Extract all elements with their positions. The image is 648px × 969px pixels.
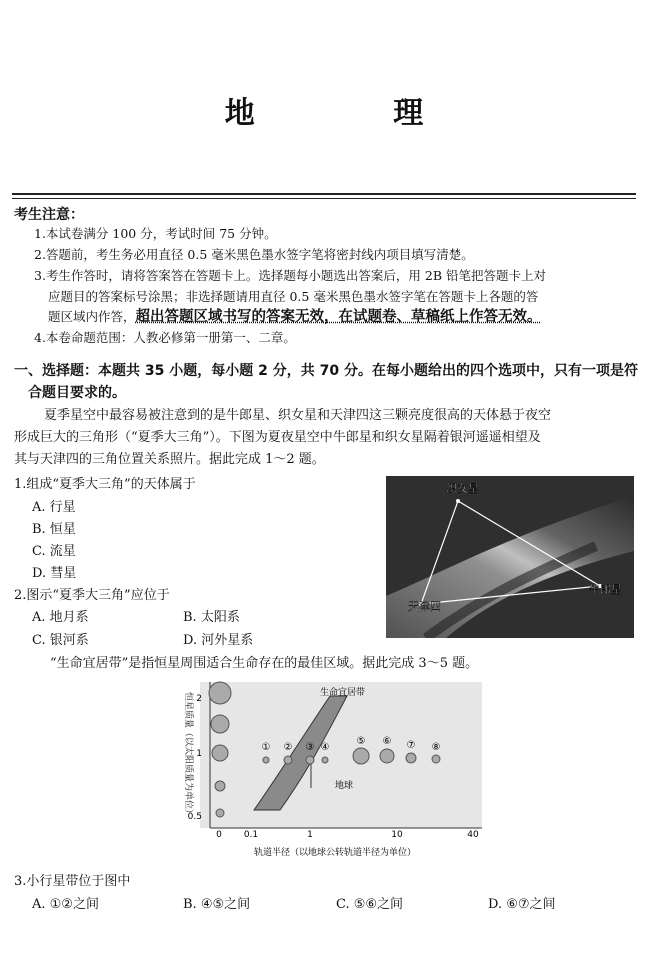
passage-1-line-1: 夏季星空中最容易被注意到的是牛郎星、织女星和天津四这三颗亮度很高的天体悬于夜空: [44, 408, 552, 423]
habitable-zone-figure: [170, 678, 490, 860]
planet-2: [284, 756, 292, 764]
notice-item-3-end: [48, 306, 542, 328]
x-axis-label: 轨道半径（以地球公转轨道半径为单位）: [253, 848, 417, 858]
summer-triangle-photo: [386, 476, 634, 638]
page-title: 地 理: [224, 96, 488, 131]
planet-label-3: ③: [305, 742, 315, 753]
figure-svg: [170, 678, 490, 860]
star-mass-2: [209, 682, 231, 704]
section-line-2: 合题目要求的。: [28, 385, 126, 401]
passage-2: “生命宜居带”是指恒星周围适合生命存在的最佳区域。据此完成 3～5 题。: [50, 656, 479, 671]
q3-option-d: D. ⑥⑦之间: [488, 897, 556, 912]
q2-option-c: C. 银河系: [32, 633, 89, 648]
x-tick-40: 40: [467, 830, 479, 840]
x-tick-0: 0: [216, 830, 222, 840]
planet-1: [263, 757, 269, 763]
photo-svg: [386, 476, 634, 638]
notice-item-4: 4.本卷命题范围：人教必修第一册第一、二章。: [34, 330, 296, 345]
vega-star: [456, 499, 460, 503]
planet-7: [406, 753, 416, 763]
band-label: 生命宜居带: [320, 688, 366, 698]
section-line-1: 一、选择题：本题共 35 小题，每小题 2 分，共 70 分。在每小题给出的四个选项中，只有一项是符: [14, 363, 638, 379]
planet-8: [432, 755, 440, 763]
planet-label-8: ⑧: [431, 742, 441, 753]
q3-option-a: A. ①②之间: [32, 897, 99, 912]
notice-warning: 超出答题区域书写的答案无效，在试题卷、草稿纸上作答无效。: [135, 309, 542, 325]
star-mass-1: [212, 745, 228, 761]
planet-5: [353, 748, 369, 764]
x-tick-10: 10: [391, 830, 403, 840]
q3-option-c: C. ⑤⑥之间: [336, 897, 404, 912]
notice-item-3-end-text: 题区域内作答，: [48, 309, 136, 324]
q1-option-b: B. 恒星: [32, 522, 76, 537]
planet-label-7: ⑦: [406, 740, 416, 751]
y-axis-label: 恒星质量（以太阳质量为单位）: [183, 691, 193, 819]
passage-1: [14, 405, 634, 471]
q1-option-d: D. 彗星: [32, 566, 77, 581]
passage-1-line-3: 其与天津四的三角位置关系照片。据此完成 1～2 题。: [14, 452, 325, 467]
star-mass-0-5: [216, 809, 224, 817]
x-tick-01: 0.1: [243, 830, 259, 840]
planet-3: [306, 756, 314, 764]
divider-thick: [12, 193, 636, 195]
passage-1-line-2: 形成巨大的三角形（“夏季大三角”）。下图为夏夜星空中牛郎星和织女星隔着银河遥遥相望及: [14, 430, 541, 445]
q1-option-a: A. 行星: [32, 500, 76, 515]
planet-label-5: ⑤: [356, 736, 366, 747]
label-altair: 牛郎星: [589, 583, 622, 596]
planet-label-1: ①: [261, 742, 271, 753]
earth-label: 地球: [335, 781, 354, 791]
planet-6: [380, 749, 394, 763]
q1-option-c: C. 流星: [32, 544, 76, 559]
y-tick-2: 2: [196, 694, 202, 704]
y-tick-1: 1: [196, 749, 202, 759]
notice-item-3-cont: 应题目的答案标号涂黑；非选择题请用直径 0.5 毫米黑色墨水签字笔在答题卡上各题的答: [48, 289, 539, 304]
planet-4: [322, 757, 328, 763]
label-deneb: 天津四: [408, 600, 441, 613]
planet-label-4: ④: [320, 742, 330, 753]
q2-option-a: A. 地月系: [32, 610, 89, 625]
x-tick-1: 1: [307, 830, 313, 840]
q2-stem: 2.图示“夏季大三角”应位于: [14, 588, 170, 603]
q2-option-b: B. 太阳系: [183, 610, 240, 625]
star-mass-1-5: [211, 715, 229, 733]
planet-label-6: ⑥: [382, 736, 392, 747]
divider-thin: [12, 198, 636, 199]
q2-option-d: D. 河外星系: [183, 633, 254, 648]
planet-label-2: ②: [283, 742, 293, 753]
star-mass-0-7: [215, 781, 225, 791]
q1-stem: 1.组成“夏季大三角”的天体属于: [14, 477, 196, 492]
notice-item-3: 3.考生作答时，请将答案答在答题卡上。选择题每小题选出答案后，用 2B 铅笔把答题卡上对: [34, 268, 547, 283]
q3-option-b: B. ④⑤之间: [183, 897, 251, 912]
notice-item-1: 1.本试卷满分 100 分，考试时间 75 分钟。: [34, 226, 277, 241]
q3-stem: 3.小行星带位于图中: [14, 874, 131, 889]
notice-item-2: 2.答题前，考生务必用直径 0.5 毫米黑色墨水签字笔将密封线内项目填写清楚。: [34, 247, 474, 262]
label-vega: 织女星: [446, 482, 479, 495]
section-heading: [14, 360, 639, 404]
notice-heading: 考生注意：: [14, 207, 84, 223]
y-tick-05: 0.5: [187, 812, 202, 822]
